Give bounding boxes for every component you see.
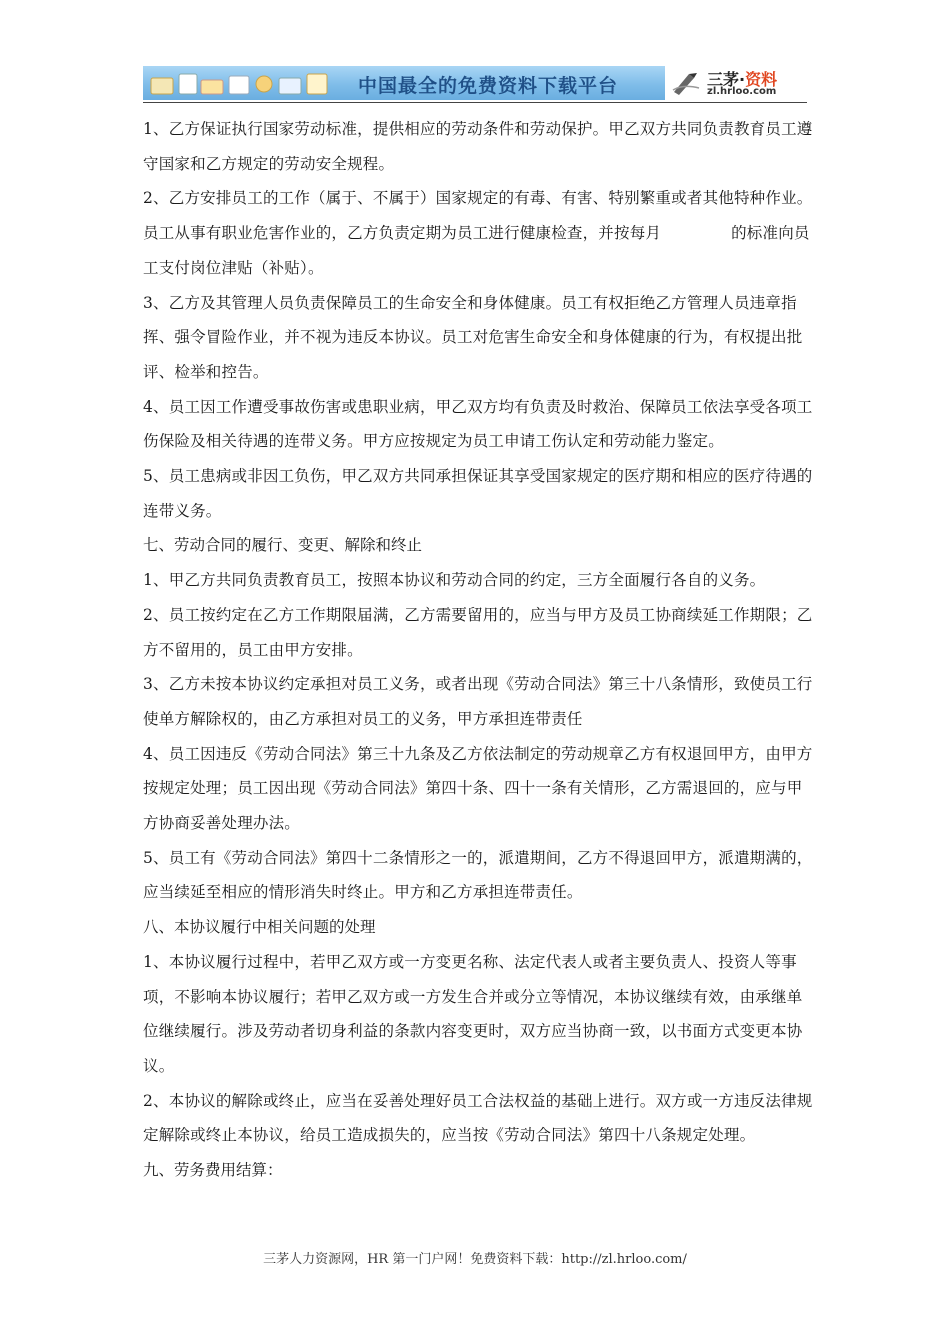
clause-paragraph: 5、员工有《劳动合同法》第四十二条情形之一的，派遣期间，乙方不得退回甲方，派遣期满的，应当续延至相应的情形消失时终止。甲方和乙方承担连带责任。 — [143, 848, 813, 902]
clause-paragraph: 3、乙方及其管理人员负责保障员工的生命安全和身体健康。员工有权拒绝乙方管理人员违章指挥、强令冒险作业，并不视为违反本协议。员工对危害生命安全和身体健康的行为，有权提出批评、检举和控告。 — [143, 293, 803, 381]
section-heading: 八、本协议履行中相关问题的处理 — [143, 918, 376, 937]
page-footer: 三茅人力资源网，HR 第一门户网！免费资料下载：http://zl.hrloo.com/ — [263, 1252, 687, 1267]
clause-paragraph: 1、本协议履行过程中，若甲乙双方或一方变更名称、法定代表人或者主要负责人、投资人等事项，不影响本协议履行；若甲乙双方或一方发生合并或分立等情况，本协议继续有效，由承继单位继续履行。涉及劳动者切身利益的条款内容变更时，双方应当协商一致，以书面方式变更本协议。 — [143, 952, 803, 1075]
clause-paragraph: 2、乙方安排员工的工作（属于、不属于）国家规定的有毒、有害、特别繁重或者其他特种作业。员工从事有职业危害作业的，乙方负责定期为员工进行健康检查，并按每月 的标准向员工支付岗位津贴（补贴）。 — [143, 189, 813, 277]
clause-paragraph: 5、员工患病或非因工负伤，甲乙双方共同承担保证其享受国家规定的医疗期和相应的医疗待遇的连带义务。 — [143, 467, 813, 520]
clause-paragraph: 1、甲乙方共同负责教育员工，按照本协议和劳动合同的约定，三方全面履行各自的义务。 — [143, 571, 766, 590]
logo-brand: 三茅·资料 — [707, 70, 778, 89]
clause-paragraph: 1、乙方保证执行国家劳动标准，提供相应的劳动条件和劳动保护。甲乙双方共同负责教育员工遵守国家和乙方规定的劳动安全规程。 — [143, 120, 813, 173]
document-body — [143, 112, 813, 1188]
banner-strip — [143, 66, 665, 100]
clause-paragraph: 4、员工因工作遭受事故伤害或患职业病，甲乙双方均有负责及时救治、保障员工依法享受各项工伤保险及相关待遇的连带义务。甲方应按规定为员工申请工伤认定和劳动能力鉴定。 — [143, 397, 813, 451]
clause-paragraph: 4、员工因违反《劳动合同法》第三十九条及乙方依法制定的劳动规章乙方有权退回甲方，由甲方按规定处理；员工因出现《劳动合同法》第四十条、四十一条有关情形，乙方需退回的，应与甲方协商妥善处理办法。 — [143, 744, 813, 833]
clause-paragraph: 3、乙方未按本协议约定承担对员工义务，或者出现《劳动合同法》第三十八条情形，致使员工行使单方解除权的，由乙方承担对员工的义务，甲方承担连带责任 — [143, 675, 813, 728]
clause-paragraph: 2、员工按约定在乙方工作期限届满，乙方需要留用的，应当与甲方及员工协商续延工作期限；乙方不留用的，员工由甲方安排。 — [143, 605, 813, 659]
decorative-icons — [149, 70, 339, 96]
header-banner — [143, 66, 807, 102]
clause-paragraph: 2、本协议的解除或终止，应当在妥善处理好员工合法权益的基础上进行。双方或一方违反法律规定解除或终止本协议，给员工造成损失的，应当按《劳动合同法》第四十八条规定处理。 — [143, 1091, 813, 1145]
banner-slogan: 中国最全的免费资料下载平台 — [358, 75, 619, 97]
header-divider — [143, 102, 807, 103]
logo — [665, 66, 807, 100]
logo-url: zl.hrloo.com — [707, 86, 777, 97]
section-heading: 九、劳务费用结算： — [143, 1161, 283, 1180]
section-heading: 七、劳动合同的履行、变更、解除和终止 — [143, 536, 423, 555]
pen-logo-icon — [671, 70, 701, 96]
